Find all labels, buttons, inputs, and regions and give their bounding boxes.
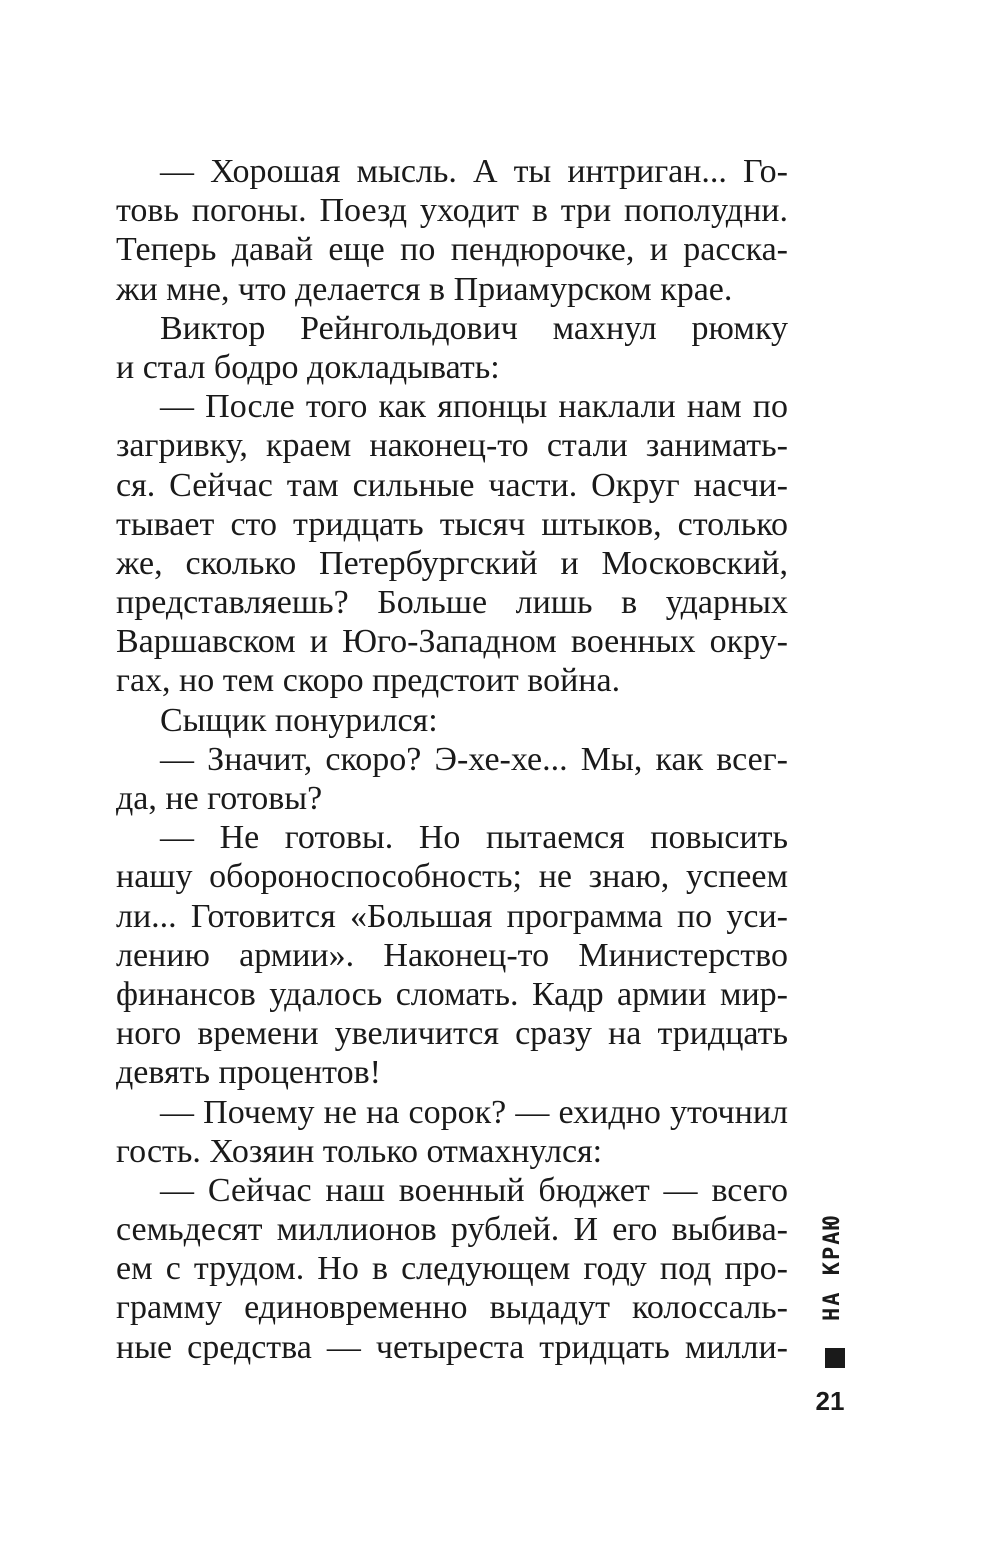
text-line: Виктор Рейнгольдович махнул рюмку	[160, 309, 788, 347]
text-line: грамму единовременно выдадут колоссаль-	[116, 1289, 788, 1327]
text-line: — Почему не на сорок? — ехидно уточнил	[160, 1093, 788, 1131]
text-line: товь погоны. Поезд уходит в три пополудни.	[116, 192, 788, 230]
text-line: и стал бодро докладывать:	[116, 348, 500, 386]
body-text	[116, 152, 788, 1367]
text-line: гах, но тем скоро предстоит война.	[116, 662, 621, 700]
running-title: НА КРАЮ	[820, 1214, 845, 1322]
text-line: ные средства — четыреста тридцать милли-	[116, 1328, 788, 1366]
text-line: ного времени увеличится сразу на тридцать	[116, 1015, 788, 1053]
text-line: ся. Сейчас там сильные части. Округ насчи-	[116, 466, 788, 504]
text-line: представляешь? Больше лишь в ударных	[116, 584, 788, 622]
running-title-marker	[825, 1348, 845, 1368]
text-line: ли... Готовится «Большая программа по уси-	[116, 897, 788, 935]
text-line: Сыщик понурился:	[160, 701, 438, 739]
page-number: 21	[815, 1386, 845, 1416]
text-line: — Не готовы. Но пытаемся повысить	[160, 819, 788, 857]
text-line: жи мне, что делается в Приамурском крае.	[116, 270, 733, 308]
text-line: финансов удалось сломать. Кадр армии мир-	[116, 975, 788, 1013]
text-line: — Сейчас наш военный бюджет — всего	[160, 1171, 788, 1209]
text-line: — После того как японцы наклали нам по	[160, 388, 788, 426]
text-line: ем с трудом. Но в следующем году под про-	[116, 1250, 788, 1288]
text-line: тывает сто тридцать тысяч штыков, столько	[116, 505, 788, 543]
text-line: девять процентов!	[116, 1054, 381, 1092]
text-line: семьдесят миллионов рублей. И его выбива-	[116, 1211, 788, 1249]
text-line: загривку, краем наконец-то стали занимать-	[116, 427, 788, 465]
text-line: лению армии». Наконец-то Министерство	[116, 936, 788, 974]
text-line: же, сколько Петербургский и Московский,	[116, 544, 788, 582]
text-line: — Хорошая мысль. А ты интриган... Го-	[160, 153, 788, 190]
text-line: Теперь давай еще по пендюрочке, и расска-	[116, 231, 788, 269]
text-line: нашу обороноспособность; не знаю, успеем	[116, 858, 788, 896]
text-line: да, не готовы?	[116, 780, 323, 817]
text-line: Варшавском и Юго-Западном военных окру-	[116, 623, 788, 661]
text-line: гость. Хозяин только отмахнулся:	[116, 1132, 603, 1170]
text-line: — Значит, скоро? Э-хе-хе... Мы, как всег-	[160, 740, 788, 778]
